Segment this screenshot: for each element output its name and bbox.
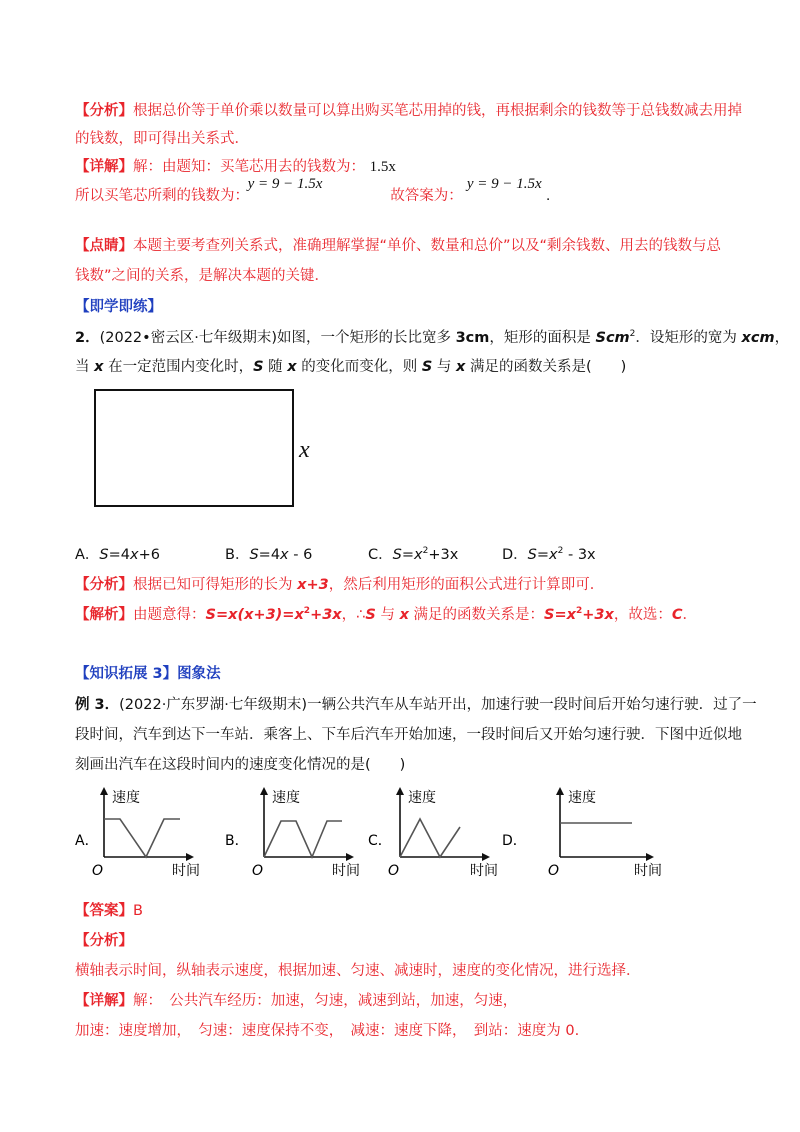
solution-2: 【解析】由题意得：$S=x(x+3)=x^2+3x$，∴S 与 x 满足的函数关系是：$S=x^2+3x$，故选：C． [75,606,697,623]
speed-time-graphs [0,783,800,893]
detail-1-line-2: 所以买笔芯所剩的钱数为： y = 9 − 1.5x 故答案为： y = 9 − 1.5x . [75,176,550,204]
graph-b[interactable] [225,789,360,879]
rectangle-figure [94,389,294,507]
graph-d[interactable] [502,789,662,879]
graph-d-letter: D． [502,833,527,849]
option-c[interactable]: C．$S=x^2+3x$ [368,546,459,563]
question-2-line-2: 当 x 在一定范围内变化时，S 随 x 的变化而变化，则 S 与 x 满足的函数关系是( ) [75,359,627,375]
graph-b-ylabel: 速度 [272,790,300,806]
answer-3: 【答案】B [75,903,143,919]
graph-c-line [400,819,460,857]
graph-a-ylabel: 速度 [112,790,140,806]
example-3-line-2: 段时间，汽车到达下一车站．乘客上、下车后汽车开始加速，一段时间后又开始匀速行驶．下图中近似地 [75,727,742,743]
analysis-1-line-1: 【分析】根据总价等于单价乘以数量可以算出购买笔芯用掉的钱，再根据剩余的钱数等于总钱数减去用掉 [75,103,742,119]
graph-a-xlabel: 时间 [172,863,200,879]
example-3-line-3: 刻画出汽车在这段时间内的速度变化情况的是( ) [75,757,406,773]
practice-header: 【即学即练】 [75,299,162,315]
graph-a-line [104,819,180,857]
extension-3-header: 【知识拓展 3】图象法 [75,666,221,682]
option-d[interactable]: D．$S=x^2 - 3x$ [502,546,596,563]
analysis-2: 【分析】根据已知可得矩形的长为 x+3，然后利用矩形的面积公式进行计算即可． [75,577,605,593]
option-a[interactable]: A．S=4x+6 [75,547,160,563]
graph-c[interactable] [368,789,498,879]
graph-a[interactable] [75,789,200,879]
analysis-3-text: 横轴表示时间，纵轴表示速度，根据加速、匀速、减速时，速度的变化情况，进行选择． [75,963,641,979]
detail-1-line-1: 【详解】解：由题知：买笔芯用去的钱数为： 1.5x [75,159,396,175]
graph-b-letter: B． [225,833,249,849]
comment-1-line-1: 【点睛】本题主要考查列关系式，准确理解掌握“单价、数量和总价”以及“剩余钱数、用去的钱数与总 [75,238,722,254]
rectangle-width-label: x [299,437,310,463]
graph-d-xlabel: 时间 [634,863,662,879]
graph-c-letter: C． [368,833,392,849]
detail-3-line-2: 加速：速度增加， 匀速：速度保持不变， 减速：速度下降， 到站：速度为 0. [75,1023,580,1039]
graph-c-origin: O [388,863,400,879]
example-3-line-1: 例 3．(2022·广东罗湖·七年级期末)一辆公共汽车从车站开出，加速行驶一段时间后开始匀速行驶．过了一 [75,697,757,713]
graph-b-xlabel: 时间 [332,863,360,879]
option-b[interactable]: B．S=4x - 6 [225,547,313,563]
graph-c-xlabel: 时间 [470,863,498,879]
analysis-1-line-2: 的钱数，即可得出关系式． [75,131,249,147]
detail-3-line-1: 【详解】解： 公共汽车经历：加速，匀速，减速到站，加速，匀速， [75,993,518,1009]
analysis-3-tag: 【分析】 [75,933,133,949]
comment-1-line-2: 钱数”之间的关系，是解决本题的关键． [75,268,330,284]
question-2-line-1: 2．(2022•密云区·七年级期末)如图，一个矩形的长比宽多 3cm，矩形的面积是 Scm$^2$．设矩形的宽为 xcm， [75,329,790,346]
graph-b-origin: O [252,863,264,879]
graph-b-line [264,821,342,857]
graph-a-letter: A． [75,833,99,849]
graph-d-ylabel: 速度 [568,790,596,806]
graph-a-origin: O [92,863,104,879]
graph-c-ylabel: 速度 [408,790,436,806]
graph-d-origin: O [548,863,560,879]
